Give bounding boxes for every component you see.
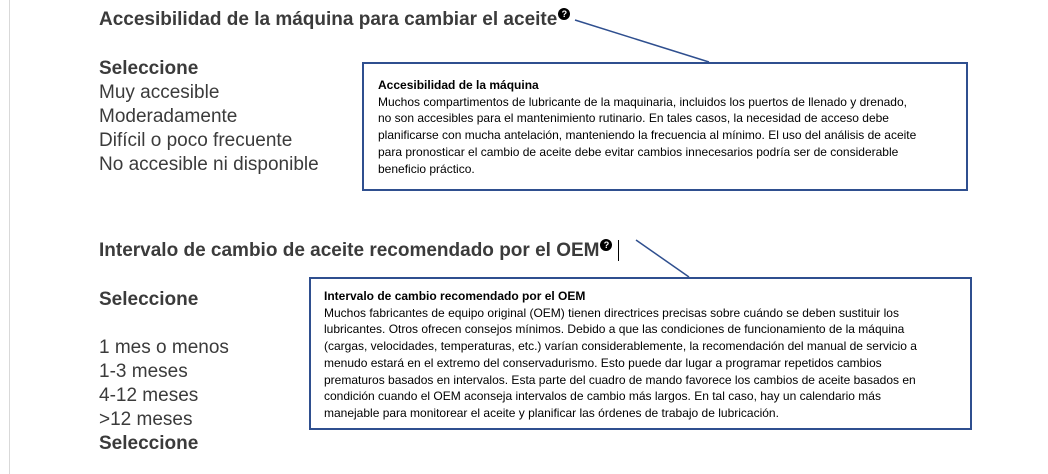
section2-heading — [99, 240, 619, 262]
section2-heading-text: Intervalo de cambio de aceite recomendado por el OEM — [99, 240, 600, 261]
section1-callout — [362, 62, 968, 191]
callout-line: para pronosticar el cambio de aceite debe evitar cambios innecesarios podría ser de considerable — [378, 144, 899, 159]
section2-select-list[interactable] — [99, 288, 229, 456]
callout-title: Intervalo de cambio recomendado por el OEM — [324, 289, 586, 303]
help-icon[interactable]: ? — [600, 239, 612, 251]
option-no-accesible[interactable]: No accesible ni disponible — [99, 154, 319, 175]
page-margin-line — [9, 0, 10, 474]
option-moderadamente[interactable]: Moderadamente — [99, 106, 238, 127]
callout-line: condición cuando el OEM aconseja intervalos de cambio más largos. En tal caso, hay un calendario más — [324, 389, 881, 404]
option-muy-accesible[interactable]: Muy accesible — [99, 82, 220, 103]
option-12-mas-meses[interactable]: >12 meses — [99, 409, 193, 430]
leader-line-1 — [575, 20, 709, 62]
callout-line: prematuros basados en intervalos. Esta parte del cuadro de mando favorece los cambios de aceite basados en — [324, 372, 916, 387]
section1-heading — [99, 9, 570, 31]
callout-line: Muchos compartimentos de lubricante de la maquinaria, incluidos los puertos de llenado y drenado, — [378, 94, 907, 109]
leader-line-2 — [636, 240, 689, 277]
section1-heading-text: Accesibilidad de la máquina para cambiar el aceite — [99, 9, 558, 30]
help-icon[interactable]: ? — [558, 8, 570, 20]
select-placeholder[interactable]: Seleccione — [99, 289, 199, 310]
option-4-12-meses[interactable]: 4-12 meses — [99, 385, 199, 406]
option-dificil[interactable]: Difícil o poco frecuente — [99, 130, 293, 151]
callout-title: Accesibilidad de la máquina — [378, 78, 539, 92]
text-cursor — [618, 240, 619, 261]
option-1-3-meses[interactable]: 1-3 meses — [99, 361, 188, 382]
section2-callout — [309, 277, 972, 430]
select-placeholder-bottom[interactable]: Seleccione — [99, 433, 199, 454]
callout-line: manejable para monitorear el aceite y planificar las órdenes de trabajo de lubricación. — [324, 405, 779, 420]
callout-line: Muchos fabricantes de equipo original (OEM) tienen directrices precisas sobre cuándo se deben sustituir los — [324, 305, 899, 320]
callout-line: menudo estará en el extremo del conservadurismo. Esto puede dar lugar a programar repetidos cambios — [324, 355, 882, 370]
section1-select-list[interactable] — [99, 57, 319, 177]
callout-line: no son accesibles para el mantenimiento rutinario. En tales casos, la necesidad de acceso debe — [378, 111, 889, 126]
callout-line: lubricantes. Otros ofrecen consejos mínimos. Debido a que las condiciones de funcionamiento de la máquina — [324, 322, 905, 337]
blank-option[interactable] — [99, 312, 229, 336]
callout-line: planificarse con mucha antelación, manteniendo la frecuencia al mínimo. El uso del análisis de aceite — [378, 128, 917, 143]
callout-line: beneficio práctico. — [378, 161, 475, 176]
option-1-mes[interactable]: 1 mes o menos — [99, 337, 229, 358]
select-placeholder[interactable]: Seleccione — [99, 58, 199, 79]
callout-line: (cargas, velocidades, temperaturas, etc.) varían considerablemente, la recomendación del manual de servicio a — [324, 339, 917, 354]
